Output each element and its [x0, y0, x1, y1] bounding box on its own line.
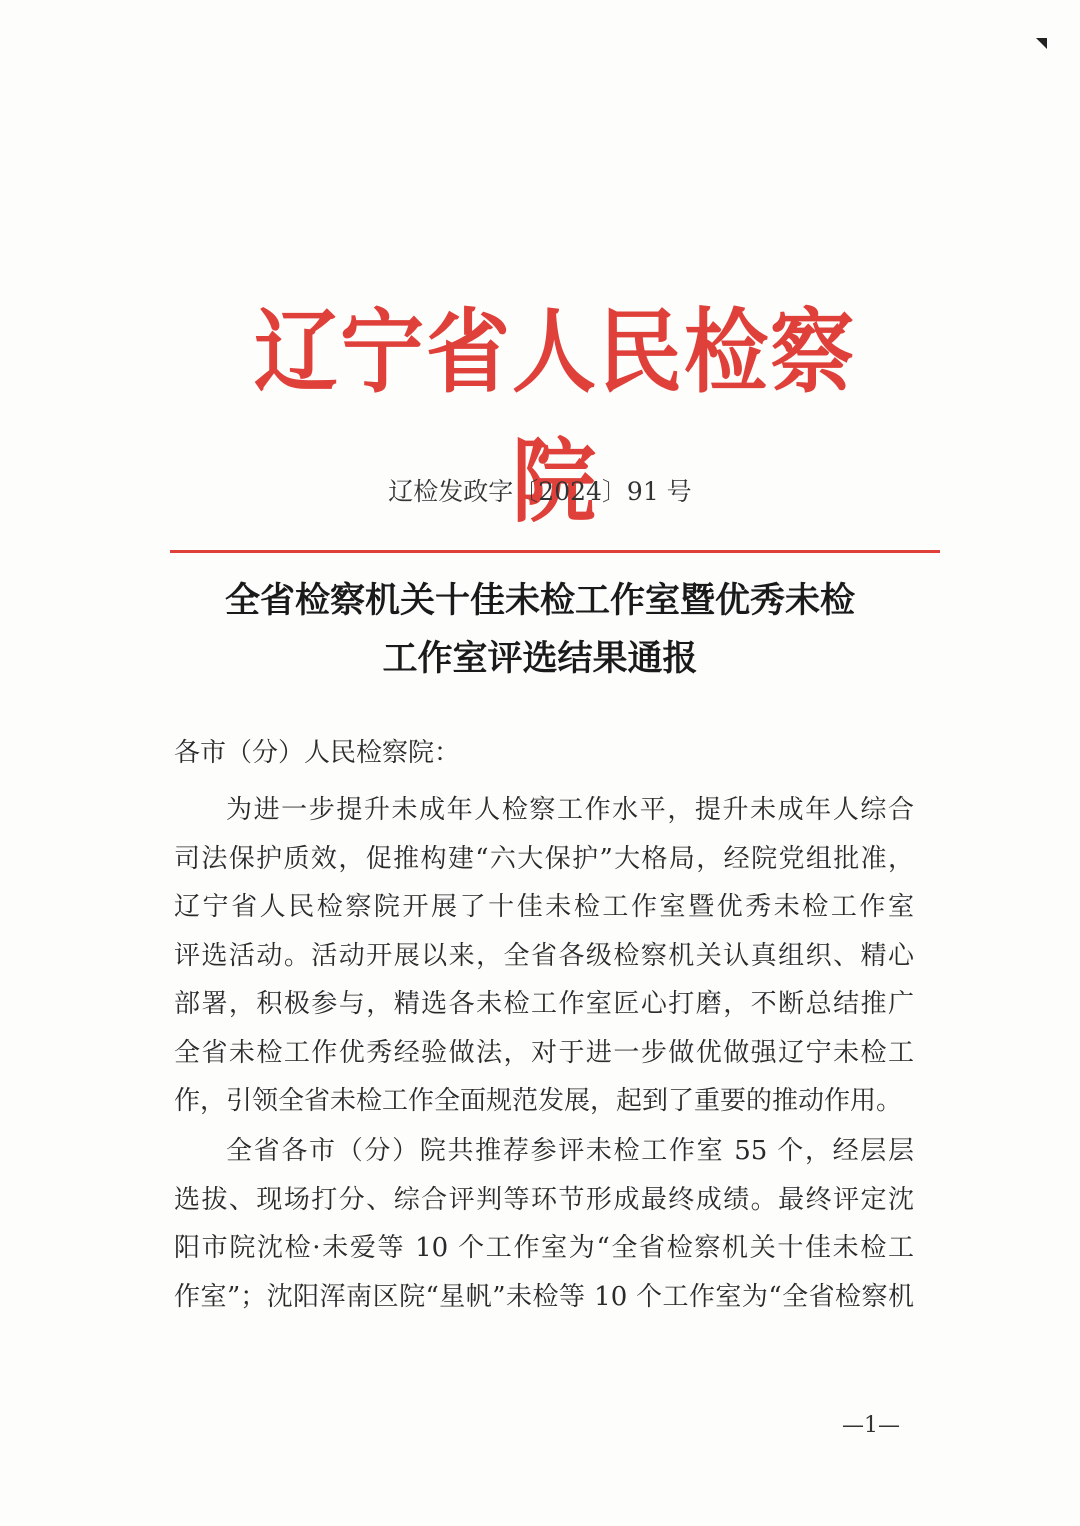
issuer-masthead: 辽宁省人民检察院 — [253, 298, 856, 535]
paragraph-line: 全省各市（分）院共推荐参评未检工作室 55 个，经层层 — [226, 1136, 914, 1166]
paragraph-line: 为进一步提升未成年人检察工作水平，提升未成年人综合 — [226, 795, 914, 825]
page-number: —1— — [842, 1413, 900, 1438]
paragraph-line: 评选活动。活动开展以来，全省各级检察机关认真组织、精心 — [174, 940, 914, 971]
red-separator-line — [170, 550, 940, 553]
document-title-line: 工作室评选结果通报 — [382, 638, 698, 679]
paragraph-line: 选拔、现场打分、综合评判等环节形成最终成绩。最终评定沈 — [174, 1184, 914, 1215]
corner-mark — [1036, 38, 1047, 49]
document-number: 辽检发政字〔2024〕91 号 — [388, 477, 692, 506]
paragraph-line: 全省未检工作优秀经验做法，对于进一步做优做强辽宁未检工 — [174, 1037, 914, 1068]
paragraph-line: 阳市院沈检·未爱等 10 个工作室为“全省检察机关十佳未检工 — [174, 1233, 914, 1263]
salutation: 各市（分）人民检察院： — [174, 738, 461, 768]
document-title-line: 全省检察机关十佳未检工作室暨优秀未检 — [224, 580, 855, 621]
body-paragraph-2 — [174, 1127, 914, 1321]
document-title — [160, 572, 920, 688]
paragraph-line: 辽宁省人民检察院开展了十佳未检工作室暨优秀未检工作室 — [174, 892, 914, 922]
paragraph-line: 司法保护质效，促推构建“六大保护”大格局，经院党组批准， — [174, 843, 914, 874]
paragraph-line: 作，引领全省未检工作全面规范发展，起到了重要的推动作用。 — [174, 1086, 903, 1116]
paragraph-line: 作室”；沈阳浑南区院“星帆”未检等 10 个工作室为“全省检察机 — [174, 1281, 914, 1312]
paragraph-line: 部署，积极参与，精选各未检工作室匠心打磨，不断总结推广 — [174, 989, 914, 1019]
body-paragraph-1 — [174, 786, 914, 1126]
